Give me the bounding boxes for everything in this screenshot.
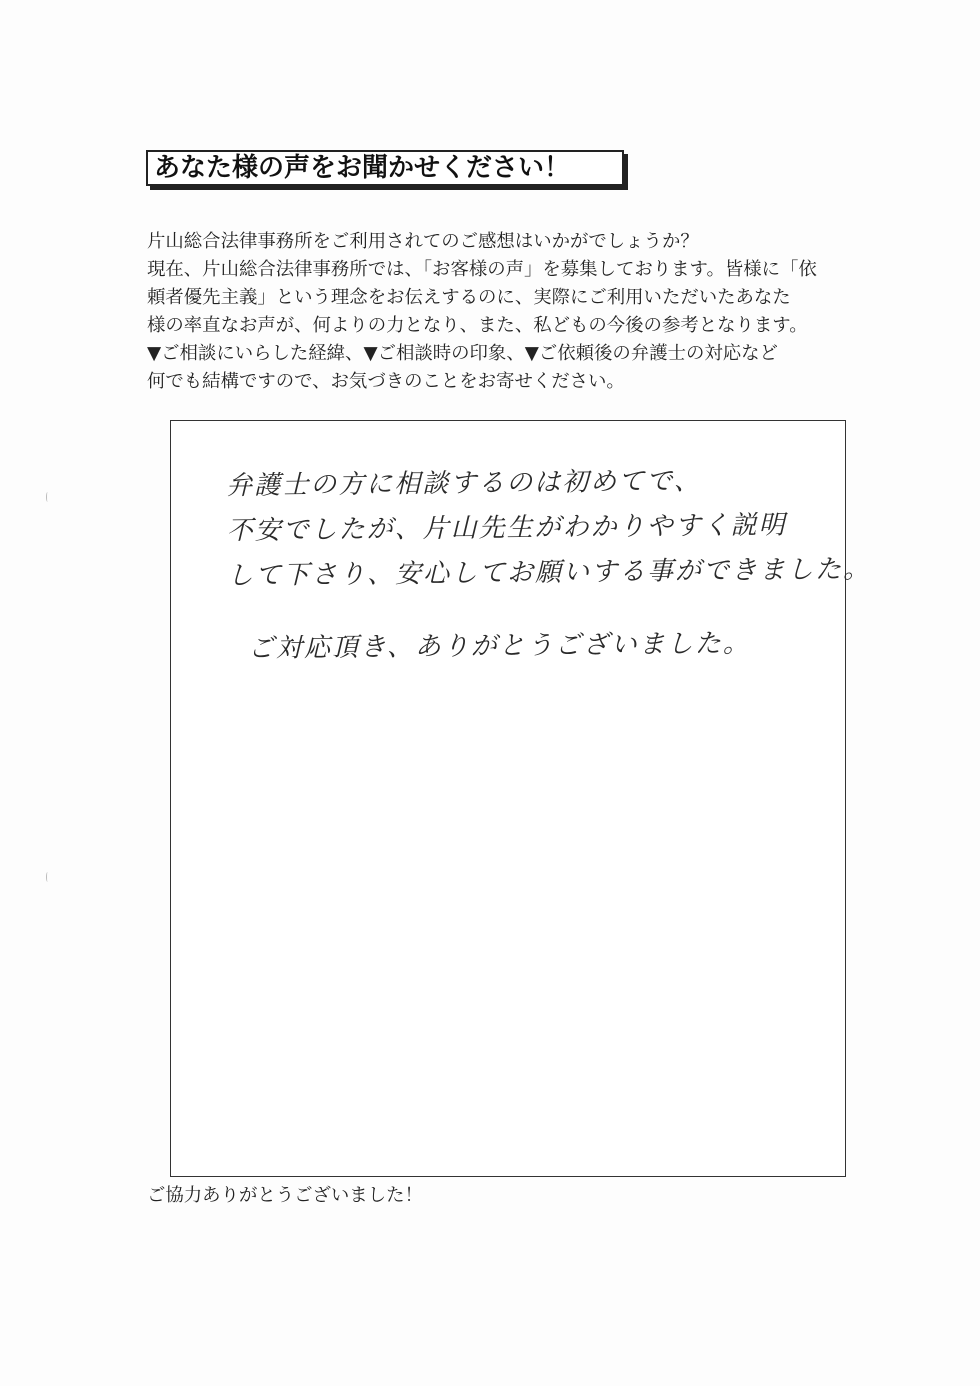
intro-paragraph: [147, 228, 867, 396]
form-title: あなた様の声をお聞かせください！: [154, 153, 571, 183]
handwritten-line: して下さり、安心してお願いする事ができました。: [226, 554, 872, 592]
response-box: [170, 420, 872, 1177]
handwritten-line: 不安でしたが、片山先生がわかりやすく説明: [226, 510, 787, 547]
intro-line: 現在、片山総合法律事務所では、「お客様の声」を募集しております。皆様に「依: [147, 259, 817, 280]
handwritten-line: 弁護士の方に相談するのは初めてで、: [226, 466, 702, 502]
handwritten-response: [226, 458, 872, 672]
intro-line: 様の率直なお声が、何よりの力となり、また、私どもの今後の参考となります。: [147, 315, 808, 336]
closing-message: ご協力ありがとうございました！: [147, 1185, 423, 1206]
intro-line: ▼ご相談にいらした経緯、▼ご相談時の印象、▼ご依頼後の弁護士の対応など: [147, 343, 778, 364]
intro-line: 片山総合法律事務所をご利用されてのご感想はいかがでしょうか？: [147, 231, 699, 252]
handwritten-line: ご対応頂き、ありがとうございました。: [247, 628, 751, 664]
scan-speck: [46, 872, 49, 882]
form-title-box: [146, 150, 624, 186]
intro-line: 頼者優先主義」という理念をお伝えするのに、実際にご利用いただいたあなた: [147, 287, 791, 308]
scan-speck: [46, 492, 49, 502]
intro-line: 何でも結構ですので、お気づきのことをお寄せください。: [147, 371, 625, 392]
